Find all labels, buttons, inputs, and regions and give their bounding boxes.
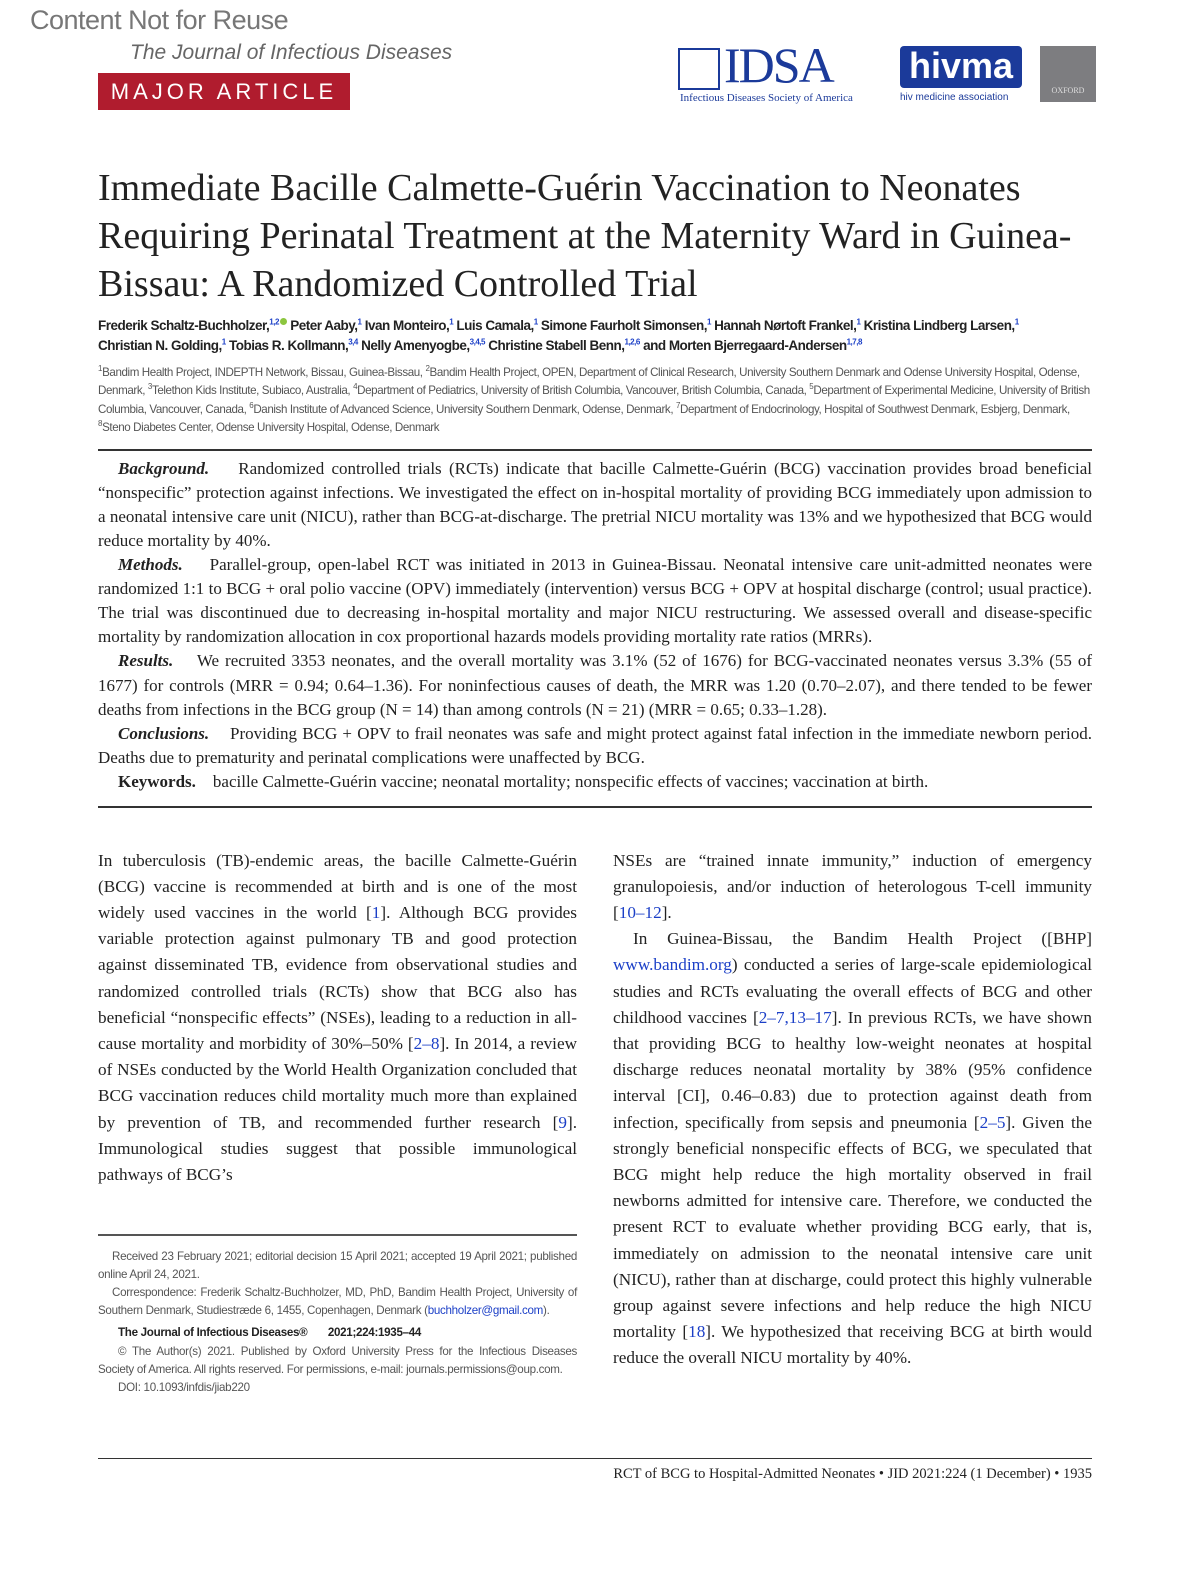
hivma-wordmark: hivma [900,46,1022,88]
body-columns [98,848,1092,1398]
affiliation: Bandim Health Project, INDEPTH Network, Bissau, Guinea-Bissau, [102,366,426,379]
author-name: Kristina Lindberg Larsen, [863,318,1015,333]
reference-link[interactable]: 2–8 [413,1033,440,1053]
affiliation-number: 1 [98,364,103,374]
text: Randomized controlled trials (RCTs) indicate that bacille Calmette-Guérin (BCG) vaccination provides broad beneficial “nonspecific” protection against infections. We investigated the effect on in-hospital mortality of providing BCG immediately upon admission to a neonatal intensive care unit (NICU), rather than BCG-at-discharge. The pretrial NICU mortality was 13% and we hypothesized that BCG would reduce mortality by 40%. [98,458,1092,550]
text: ]. Although BCG provides variable protection against pulmonary TB and good protection against disseminated TB, evidence from observational studies and randomized controlled trials (RCTs) show that BCG also has beneficial “nonspecific effects” (NSEs), leading to a reduction in all-cause mortality and morbidity of 30%–50% [ [98,902,577,1053]
text: ) conducted a series of large-scale epidemiological studies and RCTs evaluating the overall effects of BCG and other childhood vaccines [ [613,955,1092,1027]
text: We recruited 3353 neonates, and the overall mortality was 3.1% (52 of 1676) for BCG-vaccinated neonates versus 3.3% (55 of 1677) for controls (MRR = 0.94; 0.64–1.36). For noninfectious causes of death, the MRR was 1.20 (0.70–2.07), and there tended to be fewer deaths from infections in the BCG group (N = 14) than among controls (N = 21) (MRR = 0.65; 0.33–1.28). [98,651,1092,719]
affiliation-marker: 1,7,8 [846,337,862,347]
affiliation-marker: 1 [533,317,538,327]
body-left-column [98,848,577,1398]
citation: 2021;224:1935–44 [327,1326,422,1340]
article-type-banner: MAJOR ARTICLE [98,73,350,110]
affiliation-number: 6 [249,400,254,410]
journal-name: The Journal of Infectious Diseases [130,41,453,64]
watermark: Content Not for Reuse [30,5,289,35]
affiliation: Department of Experimental Medicine, University of British Columbia, Vancouver, Canada, [98,384,1090,416]
copyright: © The Author(s) 2021. Published by Oxford University Press for the Infectious Diseases Society of America. All rights reserved. For permissions, e-mail: journals.permissions@oup.com. [98,1344,577,1376]
reference-link[interactable]: 2–7,13–17 [758,1007,832,1027]
author-name: Simone Faurholt Simonsen, [540,318,707,333]
affiliation-number: 5 [809,382,814,392]
author-name: Peter Aaby, [290,318,358,333]
web-link[interactable]: www.bandim.org [613,955,732,975]
affiliation-marker: 3,4 [348,337,358,347]
author-list [98,316,1092,356]
article-title: Immediate Bacille Calmette-Guérin Vaccination to Neonates Requiring Perinatal Treatment at the Maternity Ward in Guinea-Bissau: A Randomized Controlled Trial [98,167,1072,305]
correspondence [98,1284,577,1320]
text: Correspondence: Frederik Schaltz-Buchholzer, MD, PhD, Bandim Health Project, University of Southern Denmark, Studiestræde 6, 1455, Copenhagen, Denmark ( [98,1286,577,1318]
abstract [98,457,1092,794]
affiliation-marker: 1 [706,317,711,327]
orcid-icon[interactable] [280,318,287,325]
abstract-results [98,649,1092,721]
affiliation-marker: 1 [221,337,226,347]
reference-link[interactable]: 10–12 [618,902,662,922]
article-main [98,164,1092,1397]
abstract-conclusions [98,722,1092,770]
text: ]. Given the strongly beneficial nonspecific effects of BCG, we speculated that BCG might help reduce the high mortality observed in frail newborns admitted for intensive care. Therefore, we conducted the present RCT to evaluate whether providing BCG early, that is, immediately on admission to the neonatal intensive care unit (NICU), rather than at discharge, could protect this highly vulnerable group against severe infections and help reduce the high NICU mortality [ [613,1112,1092,1342]
affiliation-marker: 3,4,5 [469,337,485,347]
author-name: Frederik Schaltz-Buchholzer, [98,318,270,333]
reference-link[interactable]: 18 [688,1322,706,1342]
affiliations [98,364,1092,437]
text: ]. In 2014, a review of NSEs conducted by the World Health Organization concluded that BCG vaccination reduces child mortality much more than explained by prevention of TB, and recommended further research [ [98,1033,578,1132]
label: Conclusions. [118,723,210,743]
author-name: Christian N. Golding, [98,338,222,353]
author-name: Ivan Monteiro, [364,318,450,333]
text: In tuberculosis (TB)-endemic areas, the bacille Calmette-Guérin (BCG) vaccine is recommended at birth and is one of the most widely used vaccines in the world [ [98,850,577,922]
text: In Guinea-Bissau, the Bandim Health Project ([BHP] [633,929,1092,949]
email-link[interactable]: buchholzer@gmail.com [427,1304,544,1318]
hivma-subtitle: hiv medicine association [900,92,1009,103]
paragraph [613,926,1092,1371]
idsa-emblem-icon [678,48,720,90]
author-name: Nelly Amenyogbe, [361,338,470,353]
paragraph [613,848,1092,927]
text: ]. [661,902,672,922]
text: bacille Calmette-Guérin vaccine; neonatal mortality; nonspecific effects of vaccines; vaccination at birth. [212,771,929,791]
body-right-column [613,848,1092,1398]
affiliation-number: 8 [98,419,103,429]
affiliation: Steno Diabetes Center, Odense University Hospital, Odense, Denmark [102,420,440,434]
affiliation: Bandim Health Project, OPEN, Department of Clinical Research, University Southern Denmark and Odense University Hospital, Odense, Denmark, [98,366,1080,398]
affiliation-marker: 1 [357,317,362,327]
footnote-divider [98,1234,577,1236]
affiliation-number: 2 [425,364,430,374]
journal-citation [98,1324,577,1342]
author-name: Luis Camala, [456,318,534,333]
hivma-logo [900,46,1022,106]
divider [98,449,1092,451]
oxford-logo: OXFORD [1040,46,1096,102]
footnotes [98,1248,577,1398]
label: Background. [118,458,210,478]
affiliation: Danish Institute of Advanced Science, University Southern Denmark, Odense, Denmark, [253,402,676,416]
label: Results. [118,651,174,671]
text: Parallel-group, open-label RCT was initiated in 2013 in Guinea-Bissau. Neonatal intensive care unit-admitted neonates were randomized 1:1 to BCG + oral polio vaccine (OPV) immediately (intervention) versus BCG + OPV at hospital discharge (control; usual practice). The trial was discontinued due to decreasing in-hospital mortality and major NICU restructuring. We assessed overall and disease-specific mortality by randomization allocation in cox proportional hazards models providing mortality rate ratios (MRRs). [98,555,1092,647]
text: Providing BCG + OPV to frail neonates was safe and might protect against fatal infection in the immediate newborn period. Deaths due to prematurity and perinatal complications were unaffected by BCG. [98,723,1093,767]
affiliation-marker: 1,2 [269,317,279,327]
abstract-background [98,457,1092,553]
idsa-subtitle: Infectious Diseases Society of America [680,92,853,104]
idsa-wordmark: IDSA [724,37,833,93]
idsa-logo [678,37,888,106]
author-name: Hannah Nørtoft Frankel, [714,318,857,333]
footer-divider [98,1458,1092,1459]
reference-link[interactable]: 1 [371,902,381,922]
affiliation-number: 7 [675,400,681,410]
text: ). [543,1304,550,1318]
text: NSEs are “trained innate immunity,” induction of emergency granulopoiesis, and/or induction of heterologous T-cell immunity [ [613,850,1092,922]
affiliation: Telethon Kids Institute, Subiaco, Australia, [151,384,354,398]
text: ]. In previous RCTs, we have shown that providing BCG to healthy low-weight neonates at hospital discharge reduces neonatal mortality by 38% (95% confidence interval [CI], 0.46–0.83) due to protection against death from infection, specifically from sepsis and pneumonia [ [613,1007,1092,1132]
journal: The Journal of Infectious Diseases® [118,1326,308,1340]
author-name: Tobias R. Kollmann, [228,338,349,353]
affiliation-number: 4 [353,382,358,392]
divider [98,806,1092,808]
affiliation-number: 3 [147,382,152,392]
affiliation: Department of Pediatrics, University of British Columbia, Vancouver, British Columbia, Canada, [357,384,810,398]
text: ]. We hypothesized that receiving BCG at birth would reduce the overall NICU mortality by 40%. [613,1322,1093,1368]
abstract-methods [98,553,1092,649]
keywords [98,770,1092,794]
received-dates: Received 23 February 2021; editorial decision 15 April 2021; accepted 19 April 2021; published online April 24, 2021. [98,1249,577,1281]
author-name: and Morten Bjerregaard-Andersen [643,338,847,353]
paragraph [98,848,577,1189]
label: Keywords. [118,771,196,791]
affiliation-marker: 1,2,6 [624,337,640,347]
reference-link[interactable]: 2–5 [979,1112,1006,1132]
text: ]. Immunological studies suggest that possible immunological pathways of BCG’s [98,1112,577,1184]
label: Methods. [118,555,183,575]
affiliation-marker: 1 [1014,317,1019,327]
doi: DOI: 10.1093/infdis/jiab220 [118,1381,250,1395]
affiliation-marker: 1 [856,317,861,327]
author-name: Christine Stabell Benn, [488,338,625,353]
reference-link[interactable]: 9 [558,1112,567,1132]
page-footer: RCT of BCG to Hospital-Admitted Neonates • JID 2021:224 (1 December) • 1935 [613,1466,1092,1482]
affiliation: Department of Endocrinology, Hospital of Southwest Denmark, Esbjerg, Denmark, [680,402,1070,416]
affiliation-marker: 1 [449,317,454,327]
